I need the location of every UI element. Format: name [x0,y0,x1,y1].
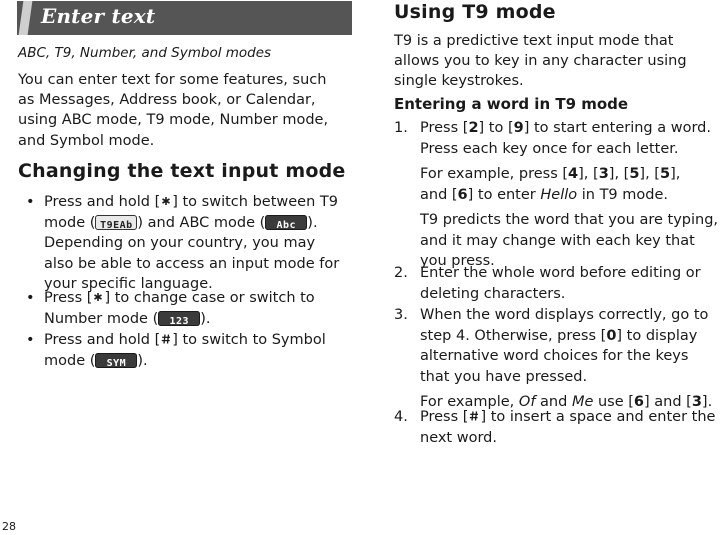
bullet-line: Press [ ] to change case or switch to [44,290,315,306]
bullet-dot: • [26,194,35,210]
step-number: 4. [394,409,408,425]
abc-mode-icon: Abc [265,215,307,230]
symbol-mode-icon: SYM [95,353,137,368]
number-mode-icon: 123 [158,311,200,326]
step-line: T9 predicts the word that you are typing, [420,212,719,228]
section-banner [17,1,352,35]
step-number: 1. [394,120,408,136]
intro-line: You can enter text for some features, such [18,72,327,88]
step-line: Press [2] to [9] to start entering a word. [420,120,711,136]
step-line: and [6] to enter Hello in T9 mode. [420,186,668,203]
step-line: you press. [420,253,495,269]
step-number: 3. [394,307,408,323]
banner-accent [19,1,33,35]
step-line: Enter the whole word before editing or [420,265,701,281]
subtitle: ABC, T9, Number, and Symbol modes [18,45,272,61]
step-line: Press [ ] to insert a space and enter the [420,409,716,425]
step-number: 2. [394,265,408,281]
bullet-line: mode ( T9EAb ) and ABC mode ( Abc ). [44,214,318,231]
star-key-icon [93,291,103,303]
t9-intro-line: single keystrokes. [394,73,524,89]
step-line: For example, Of and Me use [6] and [3]. [420,394,713,410]
page-number: 28 [2,520,16,533]
step-line: deleting characters. [420,285,566,302]
star-key-icon [161,195,171,207]
t9-intro-line: T9 is a predictive text input mode that [394,33,674,49]
bullet-dot: • [26,290,35,306]
intro-line: as Messages, Address book, or Calendar, [18,92,316,108]
t9-intro-line: allows you to key in any character using [394,53,687,69]
bullet-dot: • [26,332,35,348]
step-line: When the word displays correctly, go to [420,307,709,323]
section-heading-input-mode: Changing the text input mode [18,160,346,182]
step-line: next word. [420,429,497,446]
bullet-line: also be able to access an input mode for [44,255,340,272]
step-line: and it may change with each key that [420,232,695,249]
bullet-line: Number mode ( 123 ). [44,310,211,327]
step-line: step 4. Otherwise, press [0] to display [420,327,698,344]
bullet-line: Press and hold [ ] to switch between T9 [44,194,338,210]
bullet-line: Press and hold [ ] to switch to Symbol [44,332,326,348]
intro-line: and Symbol mode. [18,133,155,149]
step-line: For example, press [4], [3], [5], [5], [420,166,681,182]
intro-line: using ABC mode, T9 mode, Number mode, [18,112,329,128]
step-line: that you have pressed. [420,368,588,385]
t9-mode-icon: T9EAb [95,215,137,230]
step-line: Press each key once for each letter. [420,140,679,157]
bullet-line: Depending on your country, you may [44,235,316,251]
bullet-line: mode ( SYM ). [44,352,148,369]
step-line: alternative word choices for the keys [420,348,689,364]
banner-title: Enter text [41,4,156,28]
subsection-heading: Entering a word in T9 mode [394,95,629,113]
bullet-line: your specific language. [44,276,213,292]
hash-key-icon [469,410,479,422]
section-heading-t9: Using T9 mode [394,1,556,23]
hash-key-icon [161,333,171,345]
